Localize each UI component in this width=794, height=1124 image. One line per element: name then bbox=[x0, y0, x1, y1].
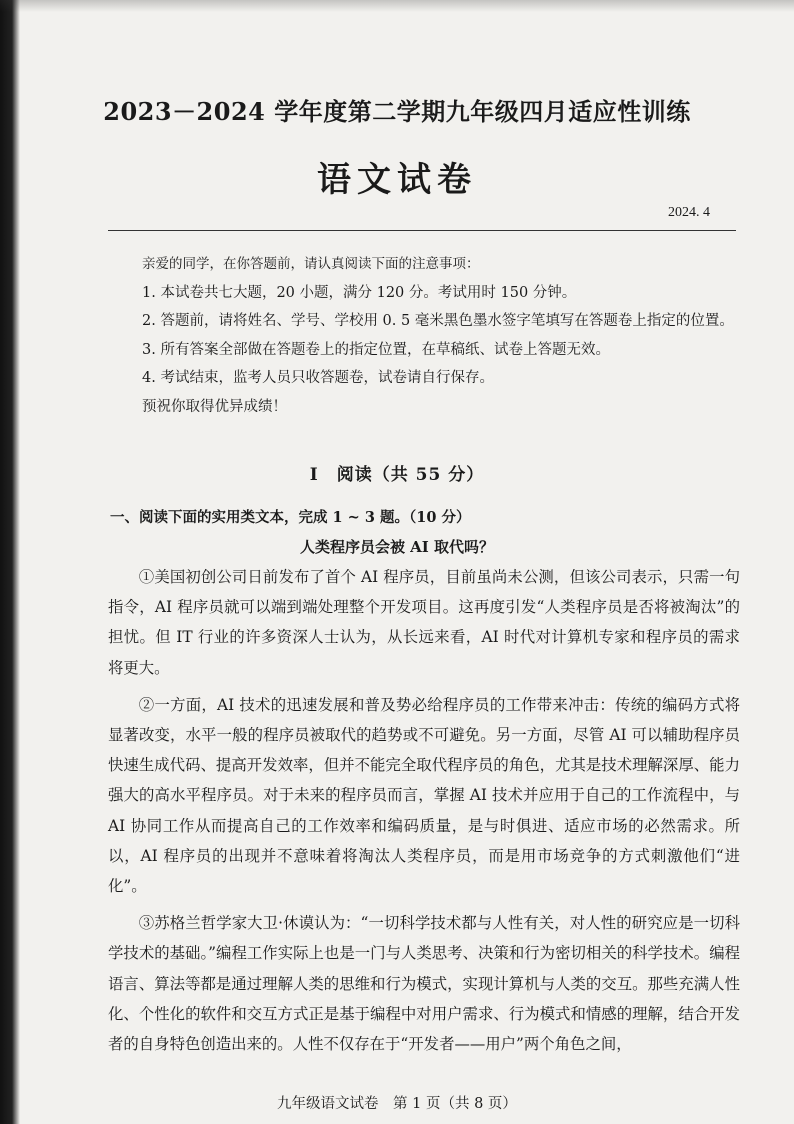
section-heading: I 阅读（共 55 分） bbox=[309, 465, 485, 485]
notice-item: 2. 答题前，请将姓名、学号、学校用 0. 5 毫米黑色墨水签字笔填写在答题卷上指定的位置。 bbox=[142, 313, 734, 330]
page-footer: 九年级语文试卷 第 1 页（共 8 页） bbox=[277, 1096, 517, 1112]
notice-item: 3. 所有答案全部做在答题卷上的指定位置，在草稿纸、试卷上答题无效。 bbox=[142, 341, 610, 358]
exam-date: 2024. 4 bbox=[668, 205, 710, 220]
exam-title: 2023－2024 学年度第二学期九年级四月适应性训练 bbox=[103, 97, 691, 126]
article-body bbox=[108, 562, 740, 1066]
notice-item: 1. 本试卷共七大题，20 小题，满分 120 分。考试用时 150 分钟。 bbox=[142, 284, 577, 301]
notice-intro: 亲爱的同学，在你答题前，请认真阅读下面的注意事项： bbox=[142, 256, 480, 272]
notice-closing: 预祝你取得优异成绩！ bbox=[142, 398, 287, 415]
article-title: 人类程序员会被 AI 取代吗？ bbox=[299, 538, 495, 556]
article-paragraph: ①美国初创公司日前发布了首个 AI 程序员，目前虽尚未公测，但该公司表示，只需一句指令，AI 程序员就可以端到端处理整个开发项目。这再度引发“人类程序员是否将被淘汰”的担忧。但 IT 行业的许多资深人士认为，从长远来看，AI 时代对计算机专家和程序员的需求将更大。 bbox=[108, 568, 740, 677]
question-heading: 一、阅读下面的实用类文本，完成 1 ~ 3 题。（10 分） bbox=[110, 509, 471, 526]
header-divider bbox=[108, 230, 736, 231]
subject-title: 语文试卷 bbox=[317, 160, 477, 200]
scan-top-shadow bbox=[0, 0, 794, 12]
article-paragraph: ③苏格兰哲学家大卫·休谟认为：“一切科学技术都与人性有关，对人性的研究应是一切科学技术的基础。”编程工作实际上也是一门与人类思考、决策和行为密切相关的科学技术。编程语言、算法等都是通过理解人类的思维和行为模式，实现计算机与人类的交互。那些充满人性化、个性化的软件和交互方式正是基于编程中对用户需求、行为模式和情感的理解，结合开发者的自身特色创造出来的。人性不仅存在于“开发者——用户”两个角色之间， bbox=[108, 914, 740, 1054]
article-paragraph: ②一方面，AI 技术的迅速发展和普及势必给程序员的工作带来冲击：传统的编码方式将显著改变，水平一般的程序员被取代的趋势或不可避免。另一方面，尽管 AI 可以辅助程序员快速生成代码、提高开发效率，但并不能完全取代程序员的角色，尤其是技术理解深厚、能力强大的高水平程序员。对于未来的程序员而言，掌握 AI 技术并应用于自己的工作流程中，与 AI 协同工作从而提高自己的工作效率和编码质量，是与时俱进、适应市场的必然需求。所以，AI 程序员的出现并不意味着将淘汰人类程序员，而是用市场竞争的方式刺激他们“进化”。 bbox=[108, 695, 740, 896]
notice-item: 4. 考试结束，监考人员只收答题卷，试卷请自行保存。 bbox=[142, 370, 494, 387]
notice-block bbox=[142, 250, 742, 422]
